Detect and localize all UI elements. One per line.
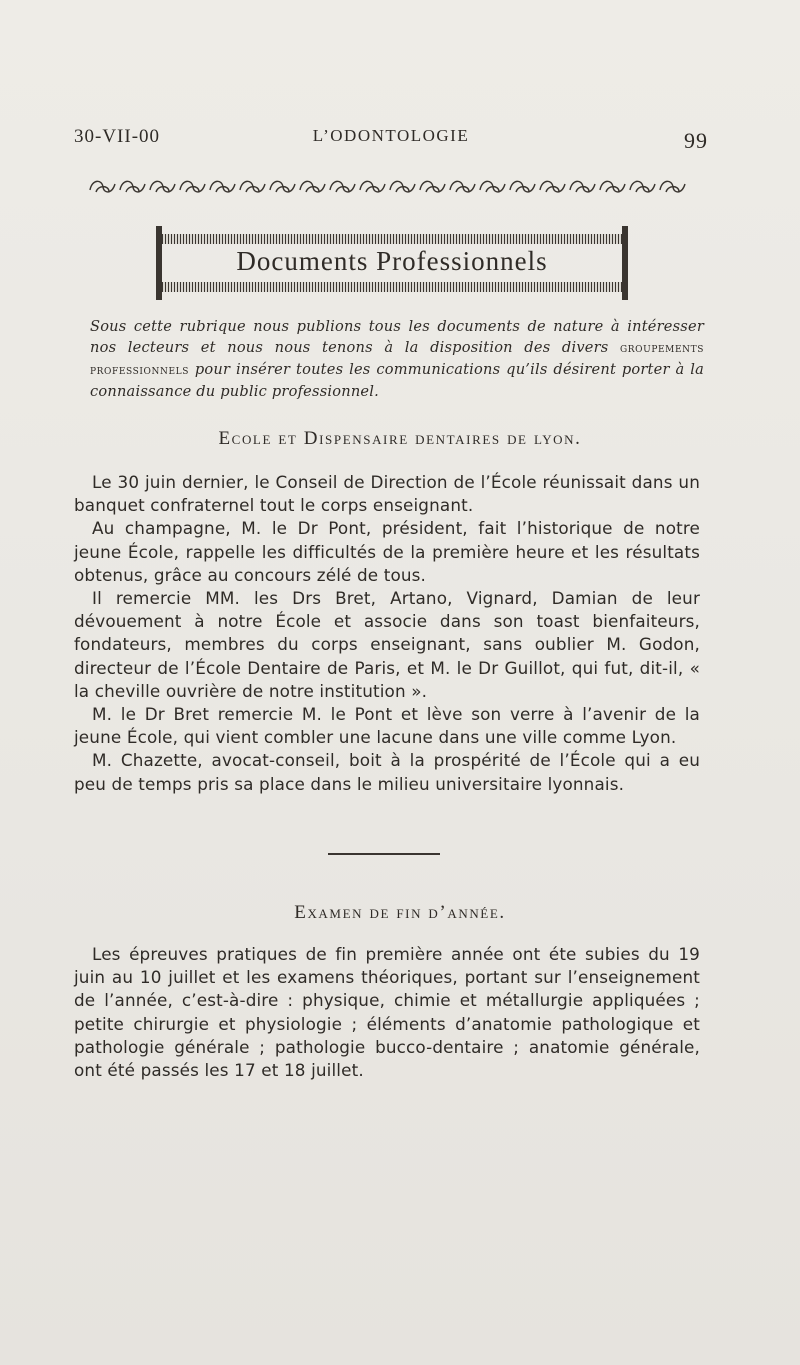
running-head	[74, 126, 708, 154]
page-number: 99	[684, 128, 708, 153]
ornament-scroll	[390, 181, 415, 192]
ornament-scroll	[420, 181, 445, 192]
paragraph: Il remercie MM. les Drs Bret, Artano, Vignard, Damian de leur dévouement à notre École et associe dans son toast bienfaiteurs, fondateurs, membres du corps enseignant, sans oublier M. Godon, directeur de l’École Dentaire de Paris, et M. le Dr Guillot, qui fut, dit-il, « la cheville ouvrière de notre institution ».	[74, 588, 700, 701]
ornament-scroll	[150, 181, 175, 192]
section-body-examen	[74, 943, 700, 1082]
ornament-scroll	[360, 181, 385, 192]
title-frame	[148, 226, 636, 304]
section-body-lyon	[74, 471, 700, 796]
ornament-scroll	[90, 181, 115, 192]
paragraph: Les épreuves pratiques de fin première année ont éte subies du 19 juin au 10 juillet et les examens théoriques, portant sur l’enseignement de l’année, c’est-à-dire : physique, chimie et métallurgie appliquées ; petite chirurgie et physiologie ; éléments d’anatomie pathologique et pathologie générale ; pathologie bucco-dentaire ; anatomie générale, ont été passés les 17 et 18 juillet.	[74, 944, 700, 1081]
ornament-scroll	[630, 181, 655, 192]
ornament-scroll	[270, 181, 295, 192]
ornament-scroll	[330, 181, 355, 192]
intro-smallcaps: groupements professionnels	[90, 341, 704, 378]
ornament-scroll	[510, 181, 535, 192]
ornament-scroll	[450, 181, 475, 192]
paragraph: Le 30 juin dernier, le Conseil de Direction de l’École réunissait dans un banquet confraternel tout le corps enseignant.	[74, 472, 700, 516]
intro-text-1: Sous cette rubrique nous publions tous les documents de nature à intéresser nos lecteurs et nous nous tenons à la disposition des divers	[90, 318, 704, 356]
intro-text-2: pour insérer toutes les communications qu’ils désirent porter à la connaissance du public professionnel.	[90, 361, 704, 400]
section-separator	[328, 853, 440, 855]
ornament-scroll	[660, 181, 685, 192]
ornament-scroll	[600, 181, 625, 192]
section-heading-lyon: Ecole et Dispensaire dentaires de lyon.	[218, 428, 582, 449]
frame-rule-top	[162, 234, 622, 244]
ornament-scroll	[480, 181, 505, 192]
ornament-scroll	[120, 181, 145, 192]
section-title: Documents Professionnels	[236, 246, 548, 276]
ornament-scroll	[180, 181, 205, 192]
paragraph: M. Chazette, avocat-conseil, boit à la prospérité de l’École qui a eu peu de temps pris sa place dans le milieu universitaire lyonnais.	[74, 750, 700, 794]
intro-note	[90, 316, 704, 402]
frame-rule-bottom	[162, 282, 622, 292]
ornament-scroll	[540, 181, 565, 192]
ornament-scroll	[240, 181, 265, 192]
paragraph: M. le Dr Bret remercie M. le Pont et lève son verre à l’avenir de la jeune École, qui vient combler une lacune dans une ville comme Lyon.	[74, 704, 700, 748]
journal-title: L’ODONTOLOGIE	[312, 126, 470, 145]
paragraph: Au champagne, M. le Dr Pont, président, fait l’historique de notre jeune École, rappelle les difficultés de la première heure et les résultats obtenus, grâce au concours zélé de tous.	[74, 518, 700, 585]
ornament-band	[88, 176, 688, 198]
ornament-scroll	[210, 181, 235, 192]
ornament-scroll	[570, 181, 595, 192]
issue-date: 30-VII-00	[74, 126, 161, 147]
ornament-scroll	[300, 181, 325, 192]
section-heading-examen: Examen de fin d’année.	[294, 902, 506, 923]
